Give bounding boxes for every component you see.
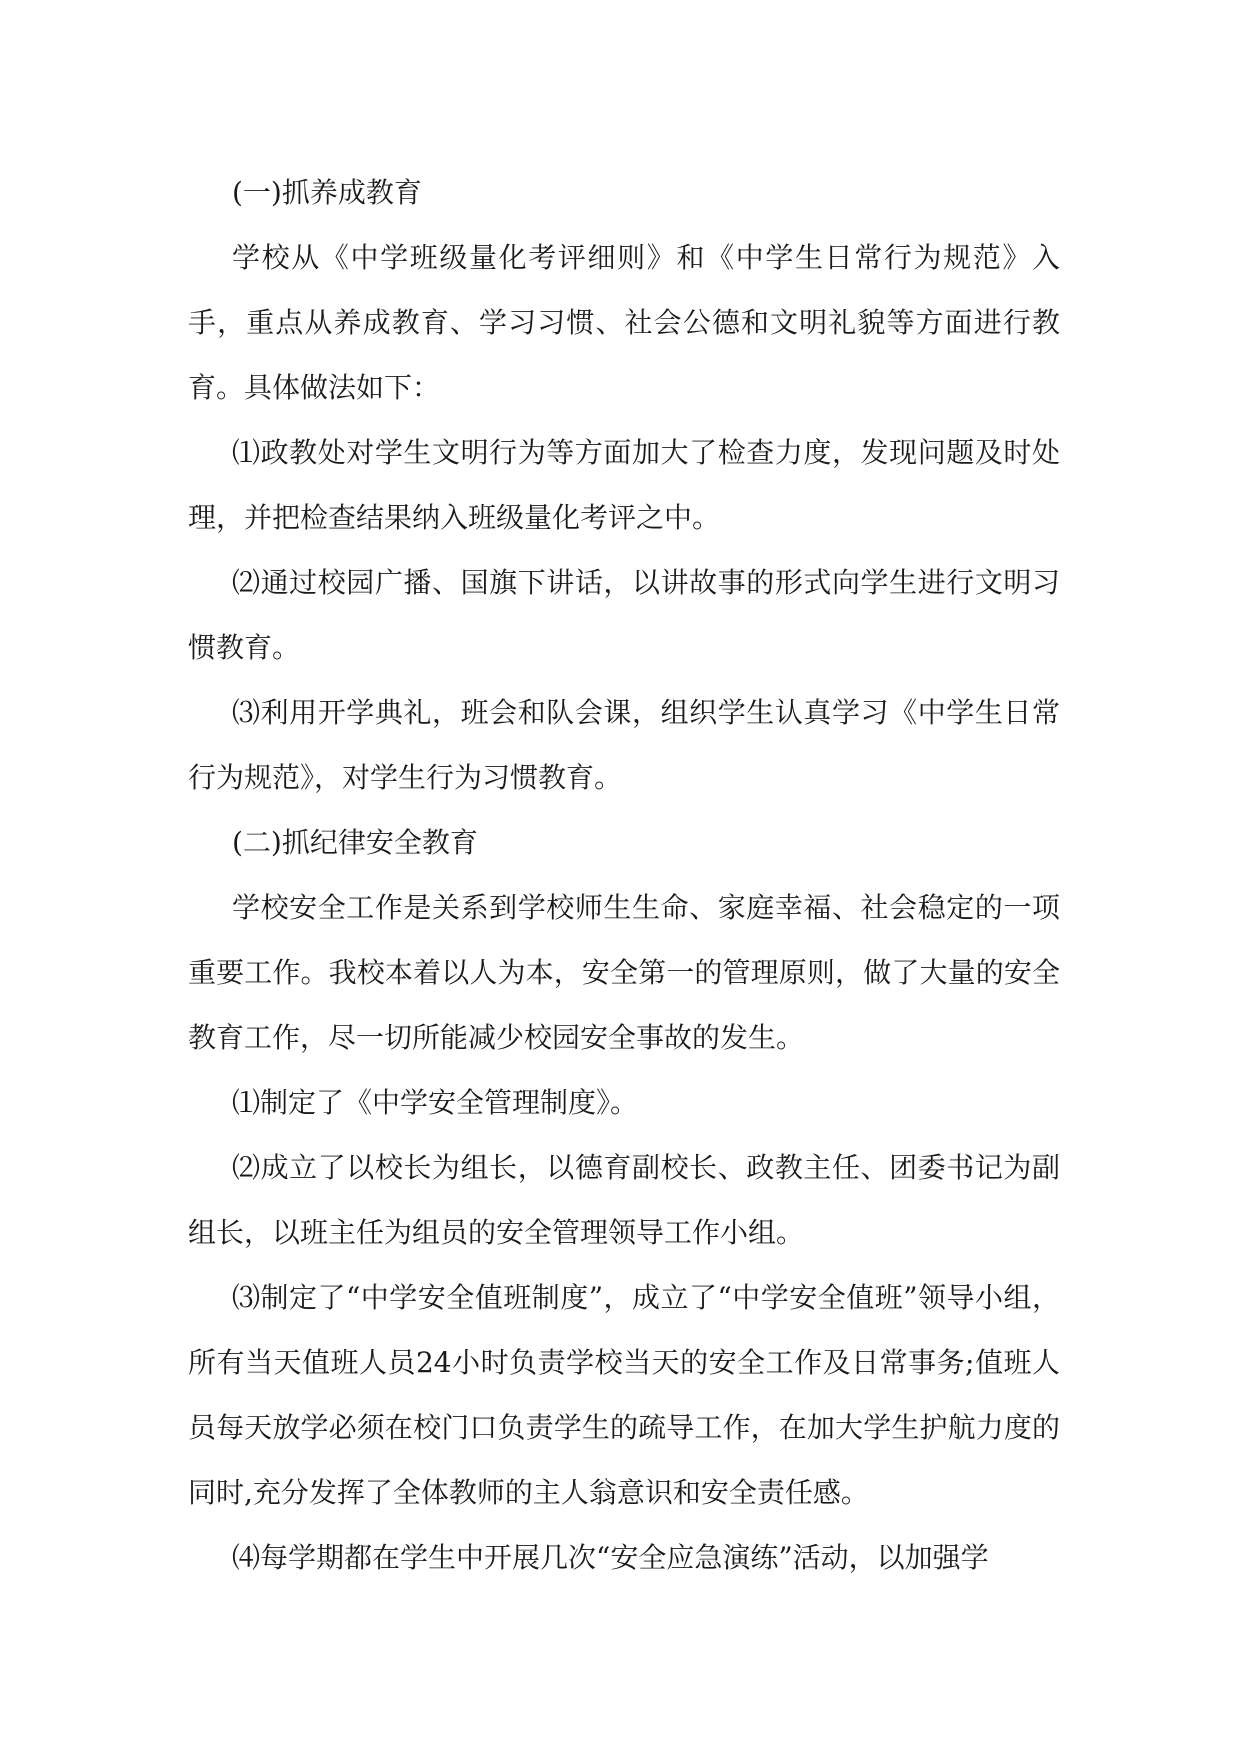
paragraph-habit-intro: 学校从《中学班级量化考评细则》和《中学生日常行为规范》入手，重点从养成教育、学习习惯、社会公德和文明礼貌等方面进行教育。具体做法如下： — [188, 241, 1060, 404]
section-heading-habit-education: (一)抓养成教育 — [232, 176, 422, 209]
list-item-3-duty-system: ⑶制定了“中学安全值班制度”，成立了“中学安全值班”领导小组，所有当天值班人员24小时负责学校当天的安全工作及日常事务;值班人员每天放学必须在校门口负责学生的疏导工作，在加大学生护航力度的同时,充分发挥了全体教师的主人翁意识和安全责任感。 — [188, 1281, 1060, 1509]
list-item-1-safety-rules: ⑴制定了《中学安全管理制度》。 — [232, 1086, 639, 1119]
document-body — [188, 160, 1060, 1590]
list-item-4-emergency-drill: ⑷每学期都在学生中开展几次“安全应急演练”活动，以加强学 — [232, 1541, 989, 1574]
section-heading-safety-education: (二)抓纪律安全教育 — [232, 826, 478, 859]
list-item-2-broadcast: ⑵通过校园广播、国旗下讲话，以讲故事的形式向学生进行文明习惯教育。 — [188, 566, 1060, 664]
list-item-3-ceremony: ⑶利用开学典礼，班会和队会课，组织学生认真学习《中学生日常行为规范》，对学生行为习惯教育。 — [188, 696, 1060, 794]
paragraph-safety-intro: 学校安全工作是关系到学校师生生命、家庭幸福、社会稳定的一项重要工作。我校本着以人为本，安全第一的管理原则，做了大量的安全教育工作，尽一切所能减少校园安全事故的发生。 — [188, 891, 1060, 1054]
list-item-1-inspection: ⑴政教处对学生文明行为等方面加大了检查力度，发现问题及时处理，并把检查结果纳入班级量化考评之中。 — [188, 436, 1060, 534]
list-item-2-safety-group: ⑵成立了以校长为组长，以德育副校长、政教主任、团委书记为副组长，以班主任为组员的安全管理领导工作小组。 — [188, 1151, 1060, 1249]
